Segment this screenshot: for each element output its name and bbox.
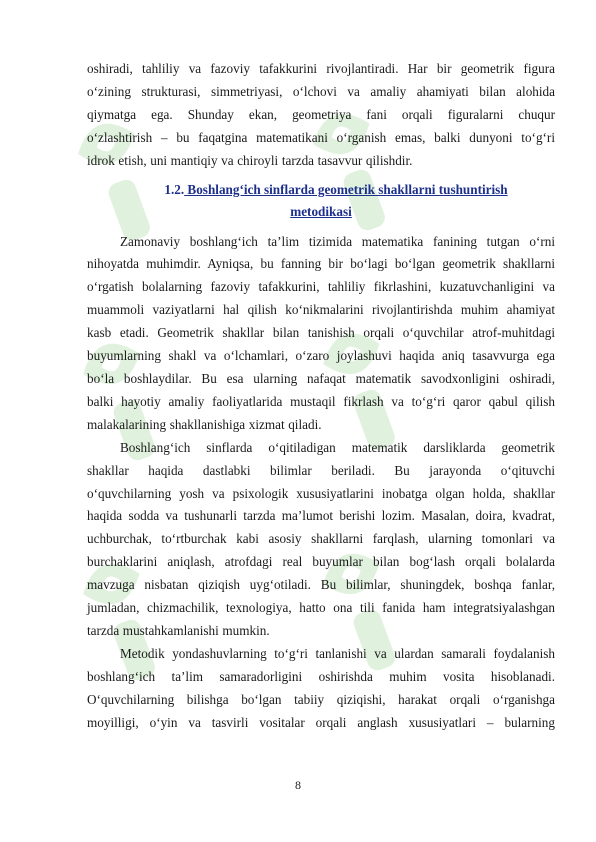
text-line: o‘zlashtirish – bu faqatgina matematikani o‘rganish emas, balki dunyoni to‘g‘ri <box>87 129 555 145</box>
text-line: mavzuga nisbatan qiziqish uyg‘otiladi. Bu bilimlar, shuningdek, boshqa fanlar, <box>87 577 555 593</box>
intro-paragraph <box>87 58 555 173</box>
text-line: tarzda mustahkamlanishi mumkin. <box>87 622 270 638</box>
text-line: haqida sodda va tushunarli tarzda ma’lumot berishi lozim. Masalan, doira, kvadrat, <box>87 508 555 524</box>
text-line: o‘quvchilarning yosh va psixologik xususiyatlarini inobatga olgan holda, shakllar <box>87 485 555 501</box>
text-line: oshiradi, tahliliy va fazoviy tafakkurini rivojlantiradi. Har bir geometrik figura <box>87 61 555 76</box>
text-line: bo‘la boshlaydilar. Bu esa ularning nafaqat matematik savodxonligini oshiradi, <box>87 370 555 386</box>
section-title-line1: Boshlang‘ich sinflarda geometrik shakllarni tushuntirish <box>184 181 508 197</box>
page-number: 8 <box>295 778 301 792</box>
text-line: moyilligi, o‘yin va tasvirli vositalar orqali anglash xususiyatlari – bularning <box>87 714 555 730</box>
document-page <box>87 58 555 734</box>
text-line: idrok etish, uni mantiqiy va chiroyli tarzda tasavvur qilishdir. <box>87 152 413 168</box>
text-line: muammoli vaziyatlarni hal qilish ko‘nikmalarini rivojlantirishda muhim ahamiyat <box>87 302 555 318</box>
text-line: o‘rgatish bolalarning fazoviy tafakkurini, tahliliy fikrlashini, kuzatuvchanligini va <box>87 279 555 295</box>
text-line: nihoyatda muhimdir. Ayniqsa, bu fanning bir bo‘lagi bo‘lgan geometrik shakllarni <box>87 256 555 272</box>
body-paragraph-3 <box>87 643 555 735</box>
text-line: buyumlarning shakl va o‘lchamlari, o‘zaro joylashuvi haqida aniq tasavvurga ega <box>87 348 555 364</box>
text-line: boshlang‘ich ta’lim samaradorligini oshirishda muhim vosita hisoblanadi. <box>87 668 555 684</box>
body-paragraph-1 <box>87 231 555 437</box>
text-line: O‘quvchilarning bilishga bo‘lgan tabiiy qiziqishi, harakat orqali o‘rganishga <box>87 691 555 707</box>
section-number: 1.2. <box>164 181 185 197</box>
text-line: Metodik yondashuvlarning to‘g‘ri tanlanishi va ulardan samarali foydalanish <box>120 645 555 661</box>
text-line: o‘zining strukturasi, simmetriyasi, o‘lchovi va amaliy ahamiyati bilan alohida <box>87 83 555 99</box>
text-line: malakalarining shakllanishiga xizmat qiladi. <box>87 416 322 432</box>
text-line: Boshlang‘ich sinflarda o‘qitiladigan matematik darsliklarda geometrik <box>120 439 555 455</box>
body-paragraph-2 <box>87 437 555 643</box>
text-line: shakllar haqida dastlabki bilimlar beriladi. Bu jarayonda o‘qituvchi <box>87 462 555 478</box>
text-line: jumladan, chizmachilik, texnologiya, hatto ona tili fanida ham integratsiyalashgan <box>87 600 555 616</box>
text-line: burchaklarini aniqlash, atrofdagi real buyumlar bilan bog‘lash orqali bolalarda <box>87 554 555 570</box>
text-line: balki hayotiy amaliy faoliyatlarida mustaqil fikrlash va to‘g‘ri qaror qabul qilish <box>87 393 555 409</box>
section-heading[interactable] <box>87 179 555 223</box>
text-line: uchburchak, to‘rtburchak kabi asosiy shakllarni farqlash, ularning tomonlari va <box>87 531 555 547</box>
text-line: kasb etadi. Geometrik shakllar bilan tanishish orqali o‘quvchilar atrof-muhitdagi <box>87 325 555 341</box>
text-line: qiymatga ega. Shunday ekan, geometriya fani orqali figuralarni chuqur <box>87 106 555 122</box>
section-title-line2: metodikasi <box>290 203 352 219</box>
text-line: Zamonaviy boshlang‘ich ta’lim tizimida matematika fanining tutgan o‘rni <box>120 233 555 249</box>
